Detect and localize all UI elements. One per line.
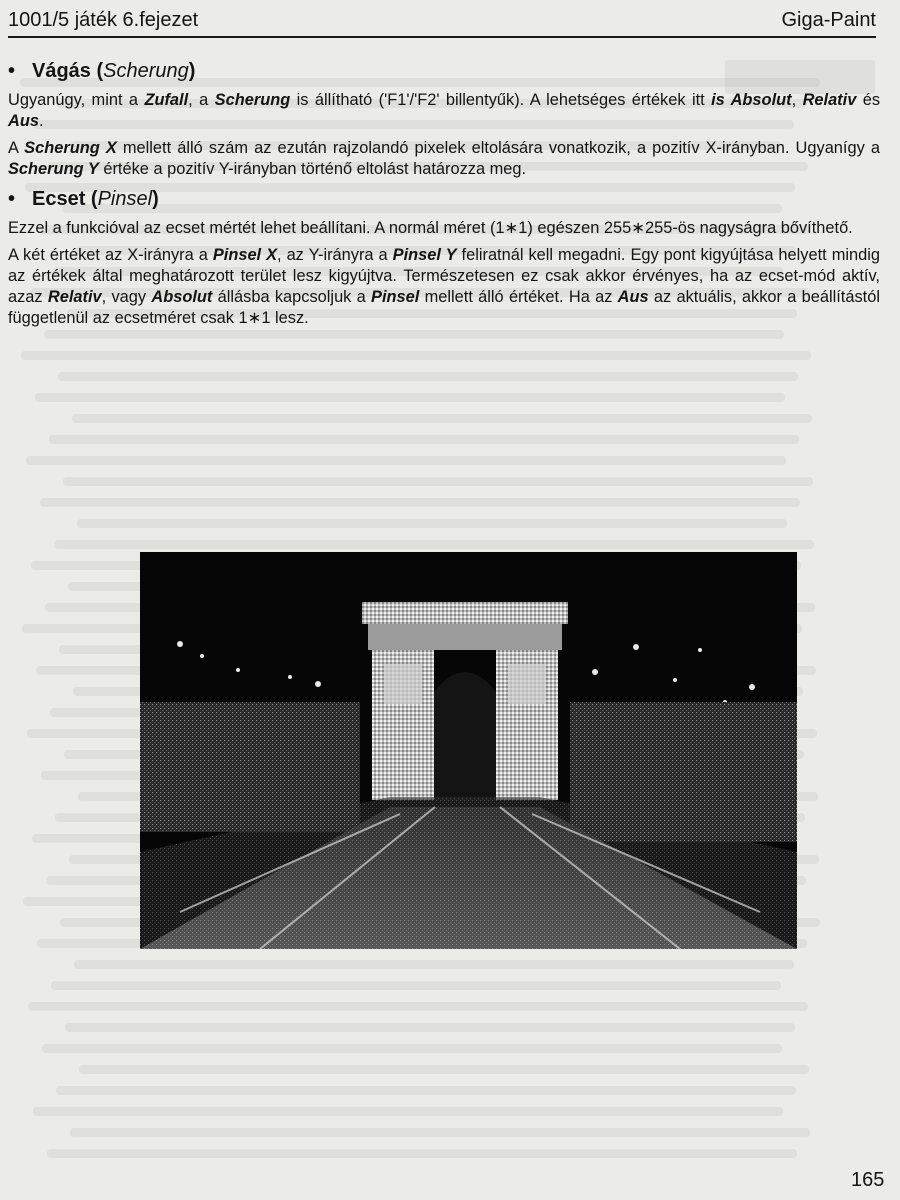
emphasized-term: Pinsel X <box>212 246 278 264</box>
ghost-text-line <box>70 1128 810 1137</box>
text-run: , a <box>188 91 215 109</box>
page-number: 165 <box>851 1169 885 1191</box>
bullet-icon: • <box>8 188 16 210</box>
emphasized-term: Pinsel <box>371 288 420 306</box>
emphasized-term: is Absolut <box>711 91 792 109</box>
heading-paren-open: ( <box>85 188 98 210</box>
text-run: feliratnál kell megadni. Egy pont kigyújtása helyett mindig az értékek által meghatározott terület lesz kigyújtva. Természetesen ez csak akkor érvényes, ha az ecset-mód aktív, azaz <box>8 246 880 306</box>
heading-paren-open: ( <box>90 60 104 82</box>
section-ecset <box>8 186 880 329</box>
heading-paren-close: ) <box>188 60 196 82</box>
ghost-text-line <box>33 1107 783 1116</box>
ghost-text-line <box>47 1149 797 1158</box>
text-run: , vagy <box>101 288 152 306</box>
ghost-text-line <box>79 1065 809 1074</box>
text-run: . <box>38 112 44 130</box>
header-chapter: 1001/5 játék 6.fejezet <box>8 9 199 31</box>
text-run: , az Y-irányra a <box>277 246 393 264</box>
section-heading <box>8 58 880 84</box>
paragraph <box>8 218 880 239</box>
arc-de-triomphe-night-photo <box>140 552 797 949</box>
emphasized-term: Scherung X <box>24 139 117 157</box>
ghost-text-line <box>56 1086 796 1095</box>
photo-illustration <box>140 552 797 949</box>
text-run: is állítható ('F1'/'F2' billentyűk). A lehetséges értékek itt <box>290 91 712 109</box>
text-run: Ugyanúgy, mint a <box>8 91 145 109</box>
bullet-icon: • <box>8 60 16 82</box>
emphasized-term: Aus <box>617 288 649 306</box>
ghost-text-line <box>74 960 794 969</box>
text-run: az aktuális, akkor a beállítástól függetlenül az ecsetméret csak 1∗1 lesz. <box>8 288 880 327</box>
heading-title: Ecset <box>32 188 86 210</box>
ghost-text-line <box>54 540 814 549</box>
ghost-text-line <box>77 519 787 528</box>
ghost-text-line <box>65 1023 795 1032</box>
running-header <box>8 6 876 38</box>
ghost-text-line <box>21 351 811 360</box>
text-run: Ezzel a funkcióval az ecset mértét lehet beállítani. A normál méret (1∗1) egészen 255∗255-ös nagyságra bővíthető. <box>8 219 853 237</box>
main-text <box>8 58 880 335</box>
emphasized-term: Scherung <box>214 91 291 109</box>
ghost-text-line <box>63 477 813 486</box>
ghost-text-line <box>26 456 786 465</box>
text-run: értéke a pozitív Y-irányban történő eltolást határozza meg. <box>98 160 527 178</box>
emphasized-term: Zufall <box>144 91 189 109</box>
text-run: állásba kapcsoljuk a <box>212 288 372 306</box>
paragraph <box>8 90 880 132</box>
emphasized-term: Aus <box>8 112 39 130</box>
paragraph <box>8 138 880 180</box>
ghost-text-line <box>58 372 798 381</box>
emphasized-term: Scherung Y <box>8 160 99 178</box>
ghost-text-line <box>28 1002 808 1011</box>
section-vagas <box>8 58 880 180</box>
emphasized-term: Pinsel Y <box>392 246 457 264</box>
heading-german-term: Scherung <box>103 60 189 82</box>
emphasized-term: Absolut <box>151 288 213 306</box>
header-title: Giga-Paint <box>781 9 876 31</box>
heading-title: Vágás <box>32 60 91 82</box>
heading-german-term: Pinsel <box>97 188 153 210</box>
text-run: A két értéket az X-irányra a <box>8 246 213 264</box>
paragraph <box>8 245 880 329</box>
ghost-text-line <box>42 1044 782 1053</box>
arch-monument <box>362 602 568 800</box>
ghost-text-line <box>40 498 800 507</box>
text-run: A <box>8 139 25 157</box>
text-run: mellett álló értéket. Ha az <box>419 288 618 306</box>
text-run: , <box>791 91 803 109</box>
emphasized-term: Relativ <box>47 288 102 306</box>
text-run: mellett álló szám az ezután rajzolandó pixelek eltolására vonatkozik, a pozitív X-irányban. Ugyanígy a <box>116 139 880 157</box>
ghost-text-line <box>72 414 812 423</box>
heading-paren-close: ) <box>152 188 159 210</box>
text-run: és <box>856 91 881 109</box>
emphasized-term: Relativ <box>802 91 857 109</box>
section-heading <box>8 186 880 212</box>
ghost-text-line <box>49 435 799 444</box>
ghost-text-line <box>35 393 785 402</box>
ghost-text-line <box>51 981 781 990</box>
